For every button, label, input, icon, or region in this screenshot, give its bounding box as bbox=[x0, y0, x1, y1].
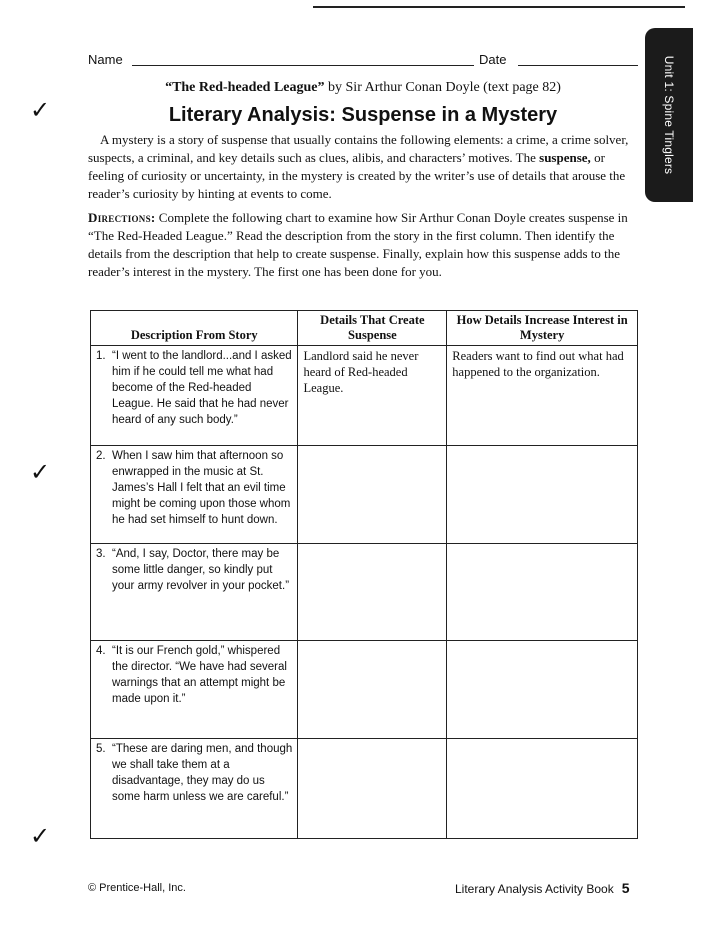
table-row bbox=[91, 544, 638, 641]
top-rule bbox=[313, 6, 685, 8]
directions-paragraph: Directions: Complete the following chart to examine how Sir Arthur Conan Doyle creates suspense in “The Red-Headed League.” Read the description from the story in the first column. Then identify the details from the description that help to create suspense. Finally, explain how this suspense adds to the reader’s interest in the mystery. The first one has been done for you. bbox=[88, 210, 628, 279]
story-title: “The Red-headed League” bbox=[165, 80, 325, 95]
book-title: Literary Analysis Activity Book bbox=[455, 882, 614, 896]
checkmark-icon: ✓ bbox=[30, 822, 51, 850]
table-row bbox=[91, 739, 638, 839]
table-row bbox=[91, 446, 638, 544]
column-header-interest: How Details Increase Interest in Mystery bbox=[447, 311, 638, 346]
copyright-notice: © Prentice-Hall, Inc. bbox=[88, 882, 186, 894]
details-cell[interactable] bbox=[298, 641, 447, 739]
date-field[interactable] bbox=[518, 65, 638, 66]
details-cell[interactable] bbox=[298, 544, 447, 641]
row-number: 2. bbox=[96, 450, 106, 462]
table-row bbox=[91, 346, 638, 446]
story-description: “It is our French gold,” whispered the director. “We have had several warnings that an attempt might be made upon it.” bbox=[112, 645, 287, 705]
interest-cell[interactable]: Readers want to find out what had happened to the organization. bbox=[447, 346, 638, 446]
unit-tab-label: Unit 1: Spine Tinglers bbox=[662, 55, 676, 175]
name-label: Name bbox=[88, 52, 123, 67]
story-info: by Sir Arthur Conan Doyle (text page 82) bbox=[324, 80, 561, 95]
name-date-row bbox=[88, 52, 638, 70]
column-header-details: Details That Create Suspense bbox=[298, 311, 447, 346]
row-number: 1. bbox=[96, 350, 106, 362]
story-description: “I went to the landlord...and I asked him if he could tell me what had become of the Red-headed League. He said that he had never heard of any such body.” bbox=[112, 350, 292, 426]
suspense-term: suspense, bbox=[539, 150, 591, 165]
table-row bbox=[91, 641, 638, 739]
name-field[interactable] bbox=[132, 65, 474, 66]
details-cell[interactable]: Landlord said he never heard of Red-headed League. bbox=[298, 346, 447, 446]
checkmark-icon: ✓ bbox=[30, 458, 51, 486]
unit-side-tab bbox=[645, 28, 693, 202]
interest-cell[interactable] bbox=[447, 739, 638, 839]
story-citation bbox=[88, 80, 638, 96]
directions-label: Directions: bbox=[88, 210, 156, 225]
row-number: 3. bbox=[96, 548, 106, 560]
interest-cell[interactable] bbox=[447, 641, 638, 739]
page-number: 5 bbox=[621, 880, 630, 896]
page-footer bbox=[455, 880, 630, 896]
checkmark-icon: ✓ bbox=[30, 96, 51, 124]
interest-cell[interactable] bbox=[447, 544, 638, 641]
story-description: “And, I say, Doctor, there may be some little danger, so kindly put your army revolver in your pocket.” bbox=[112, 548, 290, 592]
table-header-row bbox=[91, 311, 638, 346]
suspense-chart bbox=[90, 310, 638, 839]
date-label: Date bbox=[479, 52, 507, 67]
row-number: 4. bbox=[96, 645, 106, 657]
column-header-description: Description From Story bbox=[91, 311, 298, 346]
story-description: “These are daring men, and though we shall take them at a disadvantage, they may do us some harm unless we are careful.” bbox=[112, 743, 293, 803]
details-cell[interactable] bbox=[298, 739, 447, 839]
interest-cell[interactable] bbox=[447, 446, 638, 544]
details-cell[interactable] bbox=[298, 446, 447, 544]
intro-paragraph: A mystery is a story of suspense that usually contains the following elements: a crime, a crime solver, suspects, a criminal, and key details such as clues, alibis, and characters’ motives. The suspense, or feeling of curiosity or uncertainty, in the mystery is created by the writer’s use of details that arouse the reader’s curiosity by hinting at events to come. bbox=[88, 132, 629, 201]
story-description: When I saw him that afternoon so enwrapped in the music at St. James’s Hall I felt that an evil time might be coming upon those whom he had set himself to hunt down. bbox=[112, 450, 291, 526]
row-number: 5. bbox=[96, 743, 106, 755]
page-title: Literary Analysis: Suspense in a Mystery bbox=[168, 104, 558, 126]
